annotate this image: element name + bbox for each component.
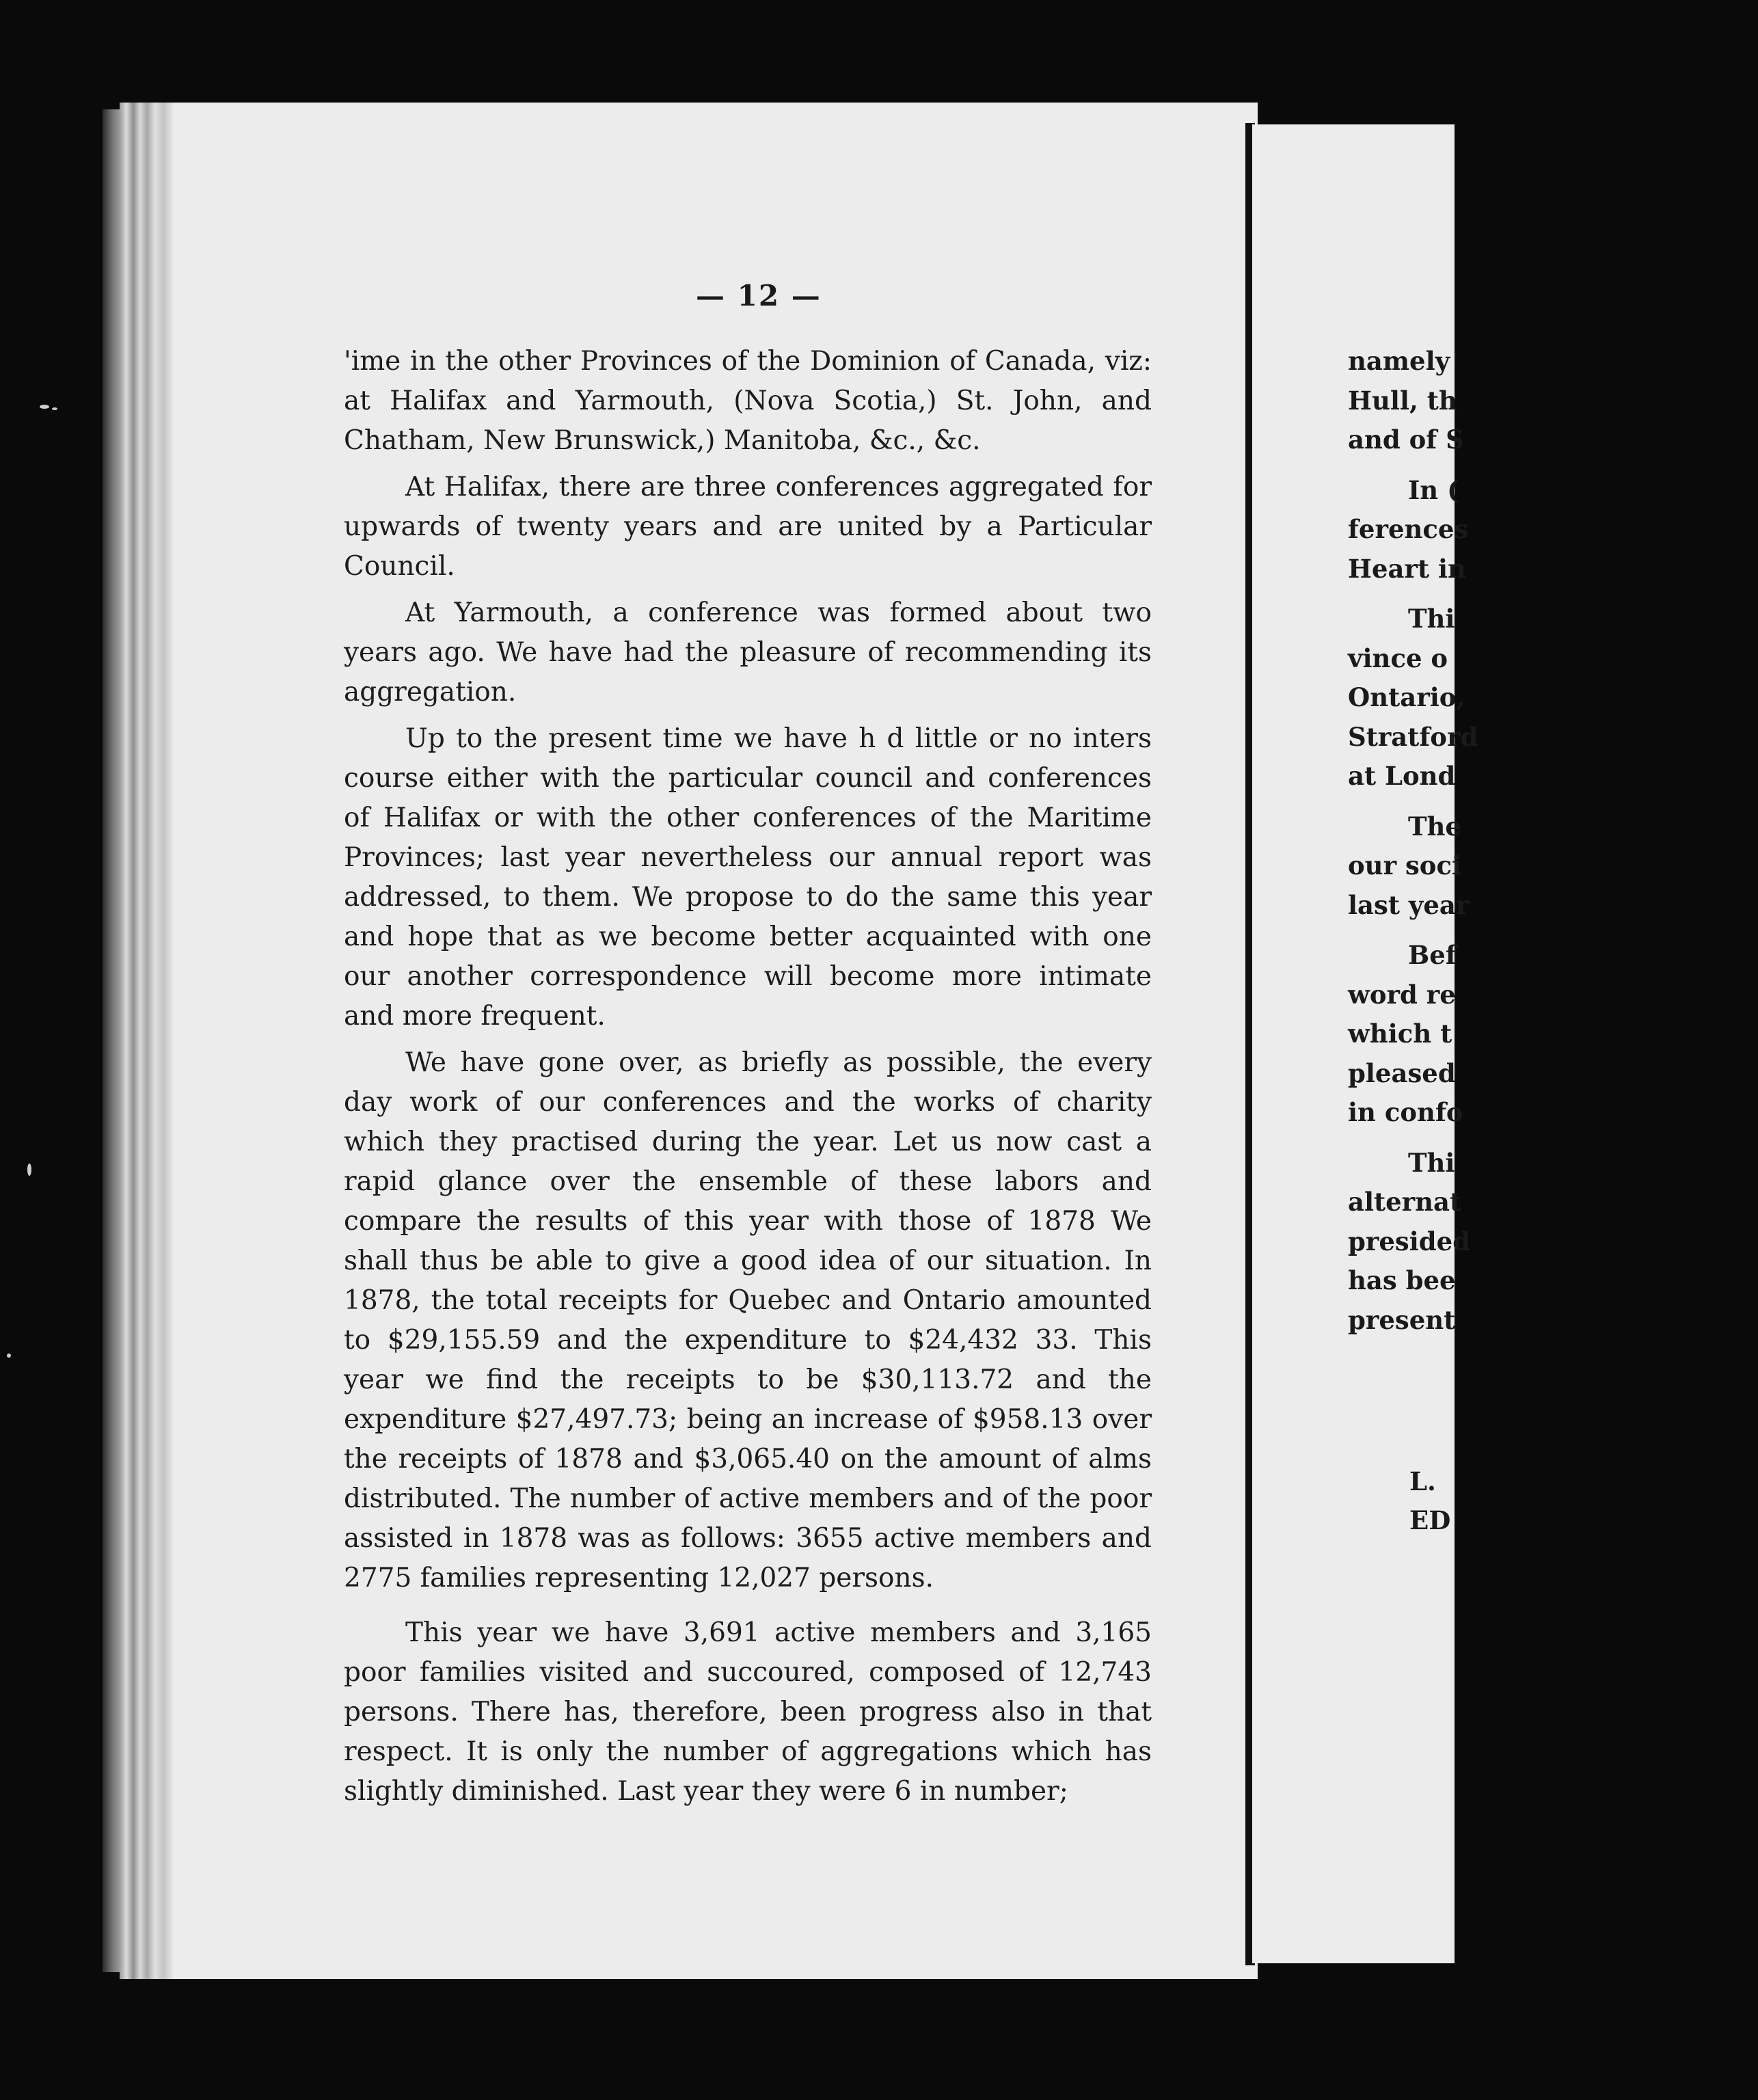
page-left-edge: [103, 109, 120, 1972]
text-line: ferences: [1348, 514, 1469, 544]
scan-speck: [52, 407, 57, 410]
page-number: — 12 —: [696, 279, 822, 312]
text-line: Thi: [1408, 604, 1455, 634]
text-line: alternat: [1348, 1187, 1462, 1217]
paragraph: This year we have 3,691 active members and 3,165 poor families visited and succoured, composed of 12,743 persons. There has, therefore, been progress also in that respect. It is only the number of aggregations which has slightly diminished. Last year they were 6 in number;: [344, 1617, 1152, 1807]
text-line: The: [1408, 811, 1461, 842]
paragraph: 'ime in the other Provinces of the Dominion of Canada, viz: at Halifax and Yarmouth, (Nova Scotia,) St. John, and Chatham, New Brunswick,) Manitoba, &c., &c.: [344, 346, 1152, 456]
text-line: present: [1348, 1304, 1456, 1335]
paragraph: We have gone over, as briefly as possible, the every day work of our conferences and the works of charity which they practised during the year. Let us now cast a rapid glance over the ensemble of these labors and compare the results of this year with those of 1878 We shall thus be able to give a good idea of our situation. In 1878, the total receipts for Quebec and Ontario amounted to $29,155.59 and the expenditure to $24,432 33. This year we find the receipts to be $30,113.72 and the expenditure $27,497.73; being an increase of $958.13 over the receipts of 1878 and $3,065.40 on the amount of alms distributed. The number of active members and of the poor assisted in 1878 was as follows: 3655 active members and 2775 families representing 12,027 persons.: [344, 1047, 1152, 1593]
text-line: Ontario,: [1348, 682, 1465, 712]
text-line: Bef: [1408, 940, 1457, 970]
text-line: our soci: [1348, 850, 1462, 880]
text-line: last year: [1348, 889, 1470, 920]
body-text: [344, 342, 1152, 1818]
page-right: [1252, 124, 1478, 1963]
text-line: In (: [1408, 474, 1459, 505]
text-line: pleased: [1348, 1058, 1456, 1088]
signature-line: L.: [1409, 1466, 1436, 1496]
book-binding: [120, 103, 174, 1979]
text-line: Thi: [1408, 1147, 1455, 1178]
text-line: Stratford: [1348, 721, 1478, 752]
text-line: Heart in: [1348, 553, 1466, 584]
scan-speck: [7, 1354, 11, 1358]
paragraph: Up to the present time we have h d little or no inters course either with the particular council and conferences of Halifax or with the other conferences of the Maritime Provinces; last year nevertheless our annual report was addressed, to them. We propose to do the same this year and hope that as we become better acquainted with one our another correspondence will become more intimate and more frequent.: [344, 723, 1152, 1032]
text-line: presided: [1348, 1226, 1471, 1256]
text-line: which t: [1348, 1019, 1452, 1049]
text-line: word re: [1348, 979, 1456, 1010]
scan-speck: [40, 405, 49, 409]
text-line: has bee: [1348, 1265, 1456, 1295]
text-line: Hull, th: [1348, 385, 1457, 416]
text-line: at Lond: [1348, 761, 1456, 791]
paragraph: At Halifax, there are three conferences aggregated for upwards of twenty years and are united by a Particular Council.: [344, 472, 1152, 582]
paragraph: At Yarmouth, a conference was formed about two years ago. We have had the pleasure of recommending its aggregation.: [344, 597, 1152, 708]
text-line: namely: [1348, 346, 1450, 376]
signature-line: ED: [1409, 1505, 1451, 1535]
text-line: in confo: [1348, 1097, 1463, 1127]
scan-speck: [27, 1163, 31, 1176]
text-line: vince o: [1348, 643, 1448, 673]
text-line: and of S: [1348, 425, 1464, 455]
right-page-text: [1348, 342, 1758, 1340]
